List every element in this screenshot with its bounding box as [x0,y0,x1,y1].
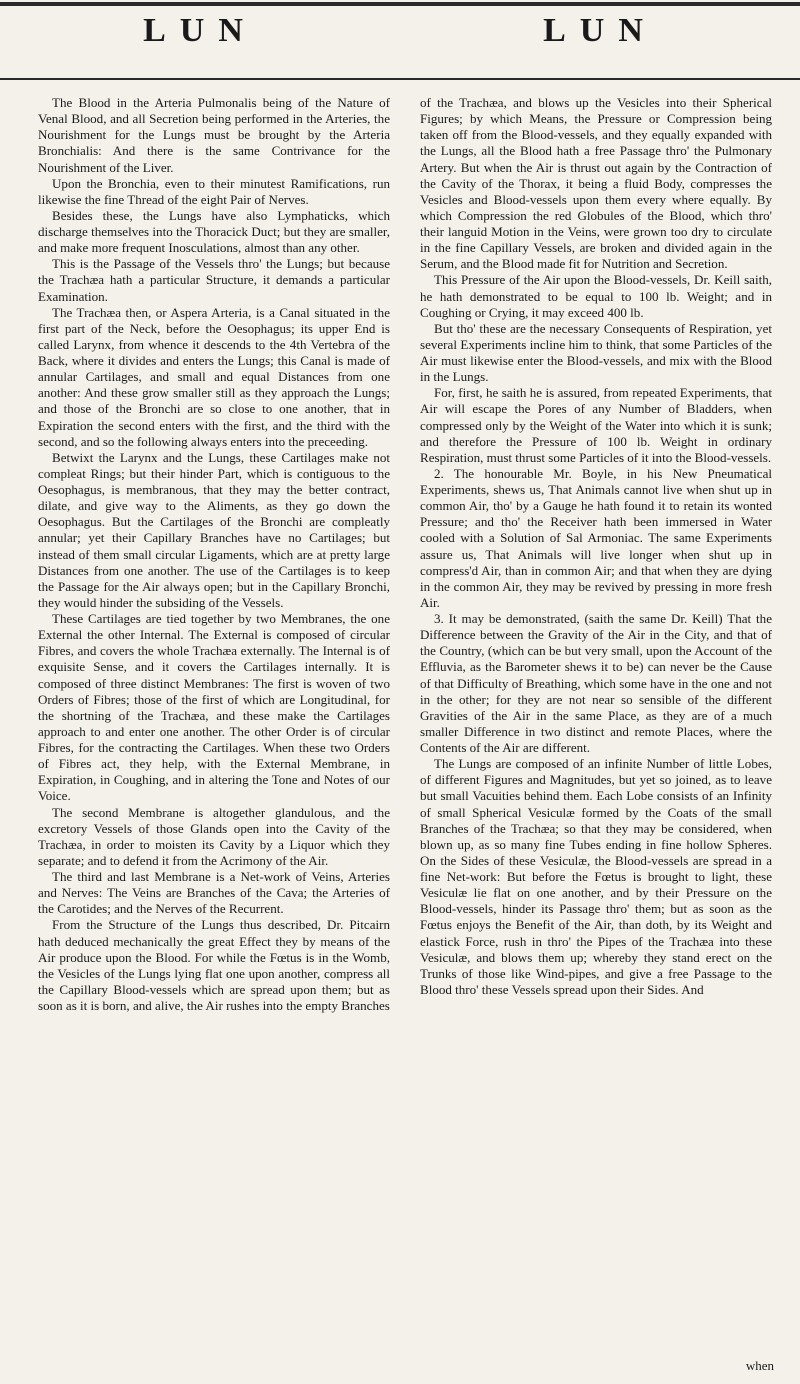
left-column [38,95,390,1014]
paragraph: From the Structure of the Lungs thus described, Dr. Pitcairn hath deduced mechanically the great Effect they by means of the Air produce upon the Blood. For while the Fœtus is in the Womb, the Vesicles of the Lungs lying flat one upon another, compress all the Capillary Blood-vessels which are spread upon them; but as soon as it is born, and alive, the Air rushes into the empty Branches [38,917,390,1013]
right-column [420,95,772,998]
paragraph: For, first, he saith he is assured, from repeated Experiments, that Air will escape the Pores of any Number of Bladders, when compressed only by the Weight of the Water into which it is sunk; and therefore the Pressure of 100 lb. Weight in ordinary Respiration, must thrust some Particles of it into the Blood-vessels. [420,385,772,465]
paragraph: Besides these, the Lungs have also Lymphaticks, which discharge themselves into the Thoracick Duct; but they are smaller, and make more frequent Inosculations, almost than any other. [38,207,390,256]
paragraph: The second Membrane is altogether glandulous, and the excretory Vessels of those Glands open into the Cavity of the Trachæa, in order to moisten its Cavity by a Liquor which they separate; and to defend it from the Acrimony of the Air. [38,804,390,868]
paragraph: The Trachæa then, or Aspera Arteria, is a Canal situated in the first part of the Neck, before the Oesophagus; its upper End is called Larynx, from whence it descends to the 4th Vertebra of the Back, where it divides and enters the Lungs; this Canal is made of annular Cartilages, and small and equal Distances from one another: And these grow smaller still as they approach the Lungs; and those of the Bronchi are so close to one another, that in Expiration the second enters with the first, and the third with the second, and so the following always enters into the preceeding. [38,304,390,449]
paragraph: Betwixt the Larynx and the Lungs, these Cartilages make not compleat Rings; but their hinder Part, which is contiguous to the Oesophagus, is membranous, that they may the better contract, dilate, and give way to the Aliments, as they go down the Oesophagus. But the Cartilages of the Bronchi are compleatly annular; yet their Capillary Branches have no Cartilages; but instead of them small circular Ligaments, which are at pretty large Distances from one another. The use of the Cartilages is to keep the Passage for the Air always open; but in the Capillary Bronchi, they would hinder the subsiding of the Vessels. [38,449,390,610]
paragraph: The Blood in the Arteria Pulmonalis being of the Nature of Venal Blood, and all Secretion being performed in the Arteries, the Nourishment for the Lungs must be brought by the Arteria Bronchialis: And there is the same Contrivance for the Nourishment of the Liver. [38,95,390,175]
header-rule [0,78,800,80]
paragraph: 2. The honourable Mr. Boyle, in his New Pneumatical Experiments, shews us, That Animals cannot live when shut up in common Air, tho' by a Gauge he hath found it to retain its wonted Pressure; and tho' the Receiver hath been immersed in Water cooled with a Solution of Sal Armoniac. The same Experiments assure us, That Animals will live longer when shut up in compress'd Air, than in common Air; and that when they are dying in the common Air, they may be revived by pressing in more fresh Air. [420,465,772,610]
paragraph: 3. It may be demonstrated, (saith the same Dr. Keill) That the Difference between the Gravity of the Air in the City, and that of the Country, (which can be but very small, upon the Account of the Effluvia, as the Barometer shews it to be) can never be the Cause of that Difficulty of Breathing, which some have in the one and not in the other; for they are not near so sensible of the different Gravities of the Air in the same Place, as they are of a much smaller Difference in two distinct and remote Places, where the Contents of the Air are different. [420,611,772,755]
paragraph: The third and last Membrane is a Net-work of Veins, Arteries and Nerves: The Veins are Branches of the Cava; the Arteries of the Carotides; and the Nerves of the Recurrent. [38,869,390,917]
running-head-right: LUN [543,12,657,49]
paragraph: Upon the Bronchia, even to their minutest Ramifications, run likewise the fine Thread of the eight Pair of Nerves. [38,175,390,207]
paragraph: These Cartilages are tied together by two Membranes, the one External the other Internal. The External is composed of circular Fibres, and covers the whole Trachæa externally. The Internal is of exquisite Sense, and it covers the Cartilages internally. It is composed of three distinct Membranes: The first is woven of two Orders of Fibres; those of the first of which are Longitudinal, for the shortning of the Trachæa, and these make the Cartilages approach to and enter one another. The other Order is of circular Fibres, for the contracting the Cartilages. When these two Orders of Fibres act, they help, with the External Membrane, in Expiration, in Coughing, and in altering the Tone and Notes of our Voice. [38,611,390,804]
catchword: when [745,1358,774,1373]
top-rule [0,2,800,6]
paragraph: This is the Passage of the Vessels thro' the Lungs; but because the Trachæa hath a particular Structure, it demands a particular Examination. [38,256,390,304]
paragraph: of the Trachæa, and blows up the Vesicles into their Spherical Figures; by which Means, the Pressure or Compression being taken off from the Blood-vessels, and they equally expanded with the Lungs, all the Blood hath a free Passage thro' the Pulmonary Artery. But when the Air is thrust out again by the Contraction of the Cavity of the Thorax, it being a fluid Body, compresses the Vesicles and Blood-vessels upon them every where equally. By which Compression the red Globules of the Blood, which thro' their languid Motion in the Veins, were grown too dry to circulate in the fine Capillary Vessels, are broken and divided again in the Serum, and the Blood made fit for Nutrition and Secretion. [420,95,772,272]
paragraph: But tho' these are the necessary Consequents of Respiration, yet several Experiments incline him to think, that some Particles of the Air must likewise enter the Blood-vessels, and mix with the Blood in the Lungs. [420,320,772,385]
running-head-left: LUN [143,12,257,49]
paragraph: The Lungs are composed of an infinite Number of little Lobes, of different Figures and Magnitudes, but yet so joined, as to leave but small Vacuities behind them. Each Lobe consists of an Infinity of small Spherical Vesiculæ formed by the Coats of the small Branches of the Trachæa; so that they may be considered, when blown up, as so many fine Tubes ending in fine hollow Spheres. On the Sides of these Vesiculæ, the Blood-vessels are spread in a fine Net-work: But before the Fœtus is brought to light, these Vesiculæ lie flat on one another, and by their Pressure on the Blood-vessels, hinder its Passage thro' them; but as soon as the Fœtus enjoys the Benefit of the Air, than doth, by its Weight and elastick Force, rush in thro' the Pipes of the Trachæa into these Vesiculæ, and blows them up; whereby they stand erect on the Trunks of those like Wind-pipes, and give a free Passage to the Blood thro' these Vessels spread upon their Sides. And [420,756,772,997]
paragraph: This Pressure of the Air upon the Blood-vessels, Dr. Keill saith, he hath demonstrated to be equal to 100 lb. Weight; and in Coughing or Crying, it may exceed 400 lb. [420,272,772,320]
